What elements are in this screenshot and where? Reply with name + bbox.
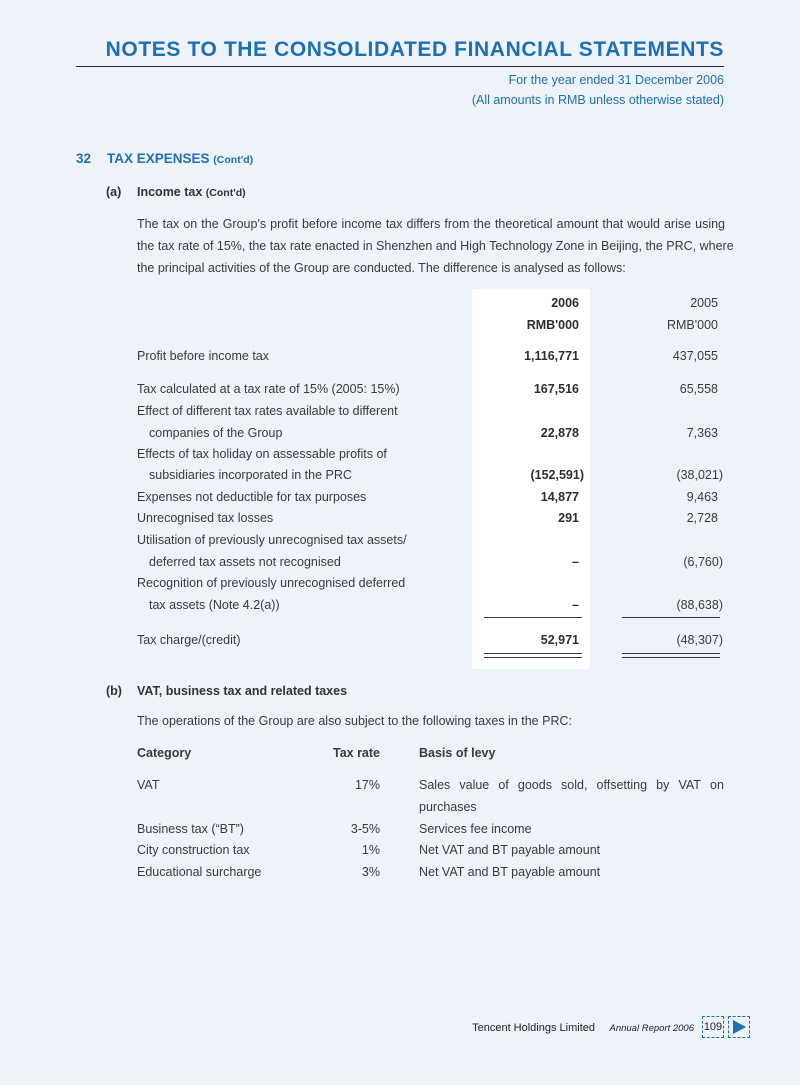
col-header-2005: 2005 [690, 296, 718, 310]
row-label: Tax calculated at a tax rate of 15% (2005: 15%) [137, 382, 400, 396]
tax-rate: 3-5% [350, 822, 380, 836]
row-value-2005: 9,463 [686, 490, 718, 504]
row-value-2006: (152,591) [530, 468, 584, 482]
paragraph-line: The tax on the Group's profit before income tax differs from the theoretical amount that would arise using [137, 217, 725, 231]
total-label: Tax charge/(credit) [137, 633, 241, 647]
section-title [107, 151, 253, 166]
row-value-2005: 2,728 [686, 511, 718, 525]
row-value-2005: 437,055 [672, 349, 718, 363]
row-label: Recognition of previously unrecognised deferred [137, 576, 406, 590]
tax-rate: 17% [354, 778, 380, 792]
row-value-2006: 291 [558, 511, 579, 525]
total-value-2006: 52,971 [540, 633, 579, 647]
row-value-2005: (6,760) [683, 555, 723, 569]
row-label-continued: tax assets (Note 4.2(a)) [149, 598, 280, 612]
tax-rate: 3% [361, 865, 380, 879]
page-number: 109 [702, 1016, 724, 1038]
subsection-b-letter: (b) [106, 684, 122, 698]
row-value-2005: 7,363 [686, 426, 718, 440]
tax-basis [419, 778, 724, 792]
basis-word: by [656, 778, 670, 792]
row-value-2006: 167,516 [533, 382, 579, 396]
row-value-2006: 1,116,771 [524, 349, 579, 363]
total-double-rule-2006 [484, 657, 582, 658]
next-page-arrow-glyph [729, 1017, 749, 1037]
subsection-a-title-text: Income tax [137, 185, 203, 199]
total-double-rule-2006 [484, 653, 582, 654]
tax-category: Business tax (“BT”) [137, 822, 244, 836]
paragraph-line: the tax rate of 15%, the tax rate enacted in Shenzhen and High Technology Zone in Beijing, the PRC, where [137, 239, 734, 253]
basis-word: Sales [419, 778, 451, 792]
subsection-a-title-suffix: (Cont'd) [205, 187, 246, 199]
total-value-2005: (48,307) [676, 633, 723, 647]
subsection-a-letter: (a) [106, 185, 122, 199]
next-page-arrow-icon[interactable] [728, 1016, 750, 1038]
row-label-continued: subsidiaries incorporated in the PRC [149, 468, 352, 482]
section-title-text: TAX EXPENSES [107, 151, 210, 166]
row-label: Effects of tax holiday on assessable profits of [137, 447, 387, 461]
page-header-title: NOTES TO THE CONSOLIDATED FINANCIAL STATEMENTS [105, 38, 724, 61]
paragraph-line: the principal activities of the Group are conducted. The difference is analysed as follows: [137, 261, 626, 275]
row-label-continued: companies of the Group [149, 426, 283, 440]
income-tax-paragraph [137, 213, 734, 279]
section-number: 32 [76, 151, 92, 166]
row-value-2005: 65,558 [679, 382, 718, 396]
subsection-b-intro: The operations of the Group are also subject to the following taxes in the PRC: [137, 714, 572, 728]
header-period: For the year ended 31 December 2006 [508, 73, 724, 87]
row-label: Expenses not deductible for tax purposes [137, 490, 367, 504]
tax-category: VAT [137, 778, 160, 792]
col-unit-2005: RMB'000 [666, 318, 718, 332]
tax-basis: Net VAT and BT payable amount [419, 865, 601, 879]
subsection-a-title [137, 185, 246, 199]
basis-word: on [710, 778, 724, 792]
col-header-2006: 2006 [551, 296, 579, 310]
tax-rate: 1% [361, 843, 380, 857]
subsection-b-title: VAT, business tax and related taxes [137, 684, 348, 698]
header-rule [76, 66, 724, 67]
subtotal-rule-2006 [484, 617, 582, 618]
row-value-2006: 14,877 [540, 490, 579, 504]
tax-basis-continued: purchases [419, 800, 477, 814]
total-double-rule-2005 [622, 653, 720, 654]
row-label-continued: deferred tax assets not recognised [149, 555, 341, 569]
subtotal-rule-2005 [622, 617, 720, 618]
row-label: Unrecognised tax losses [137, 511, 274, 525]
footer-report: Annual Report 2006 [609, 1023, 694, 1034]
col-unit-2006: RMB'000 [526, 318, 579, 332]
basis-word: offsetting [596, 778, 648, 792]
tax-category: City construction tax [137, 843, 250, 857]
row-value-2006: – [572, 555, 579, 569]
tax-basis: Services fee income [419, 822, 532, 836]
tax-table-header-basis: Basis of levy [419, 746, 496, 760]
tax-table-header-category: Category [137, 746, 192, 760]
row-value-2006: – [572, 598, 579, 612]
section-title-suffix: (Cont'd) [213, 154, 254, 166]
basis-word: of [498, 778, 509, 792]
row-label: Utilisation of previously unrecognised tax assets/ [137, 533, 407, 547]
row-value-2005: (38,021) [676, 468, 723, 482]
basis-word: sold, [561, 778, 588, 792]
total-double-rule-2005 [622, 657, 720, 658]
row-value-2005: (88,638) [676, 598, 723, 612]
row-value-2006: 22,878 [540, 426, 579, 440]
row-label: Effect of different tax rates available to different [137, 404, 398, 418]
basis-word: VAT [678, 778, 701, 792]
tax-table-header-rate: Tax rate [332, 746, 380, 760]
row-label: Profit before income tax [137, 349, 270, 363]
basis-word: value [459, 778, 490, 792]
tax-category: Educational surcharge [137, 865, 262, 879]
footer-company: Tencent Holdings Limited [472, 1022, 595, 1034]
tax-basis: Net VAT and BT payable amount [419, 843, 601, 857]
basis-word: goods [517, 778, 552, 792]
header-currency-note: (All amounts in RMB unless otherwise stated) [471, 93, 724, 107]
